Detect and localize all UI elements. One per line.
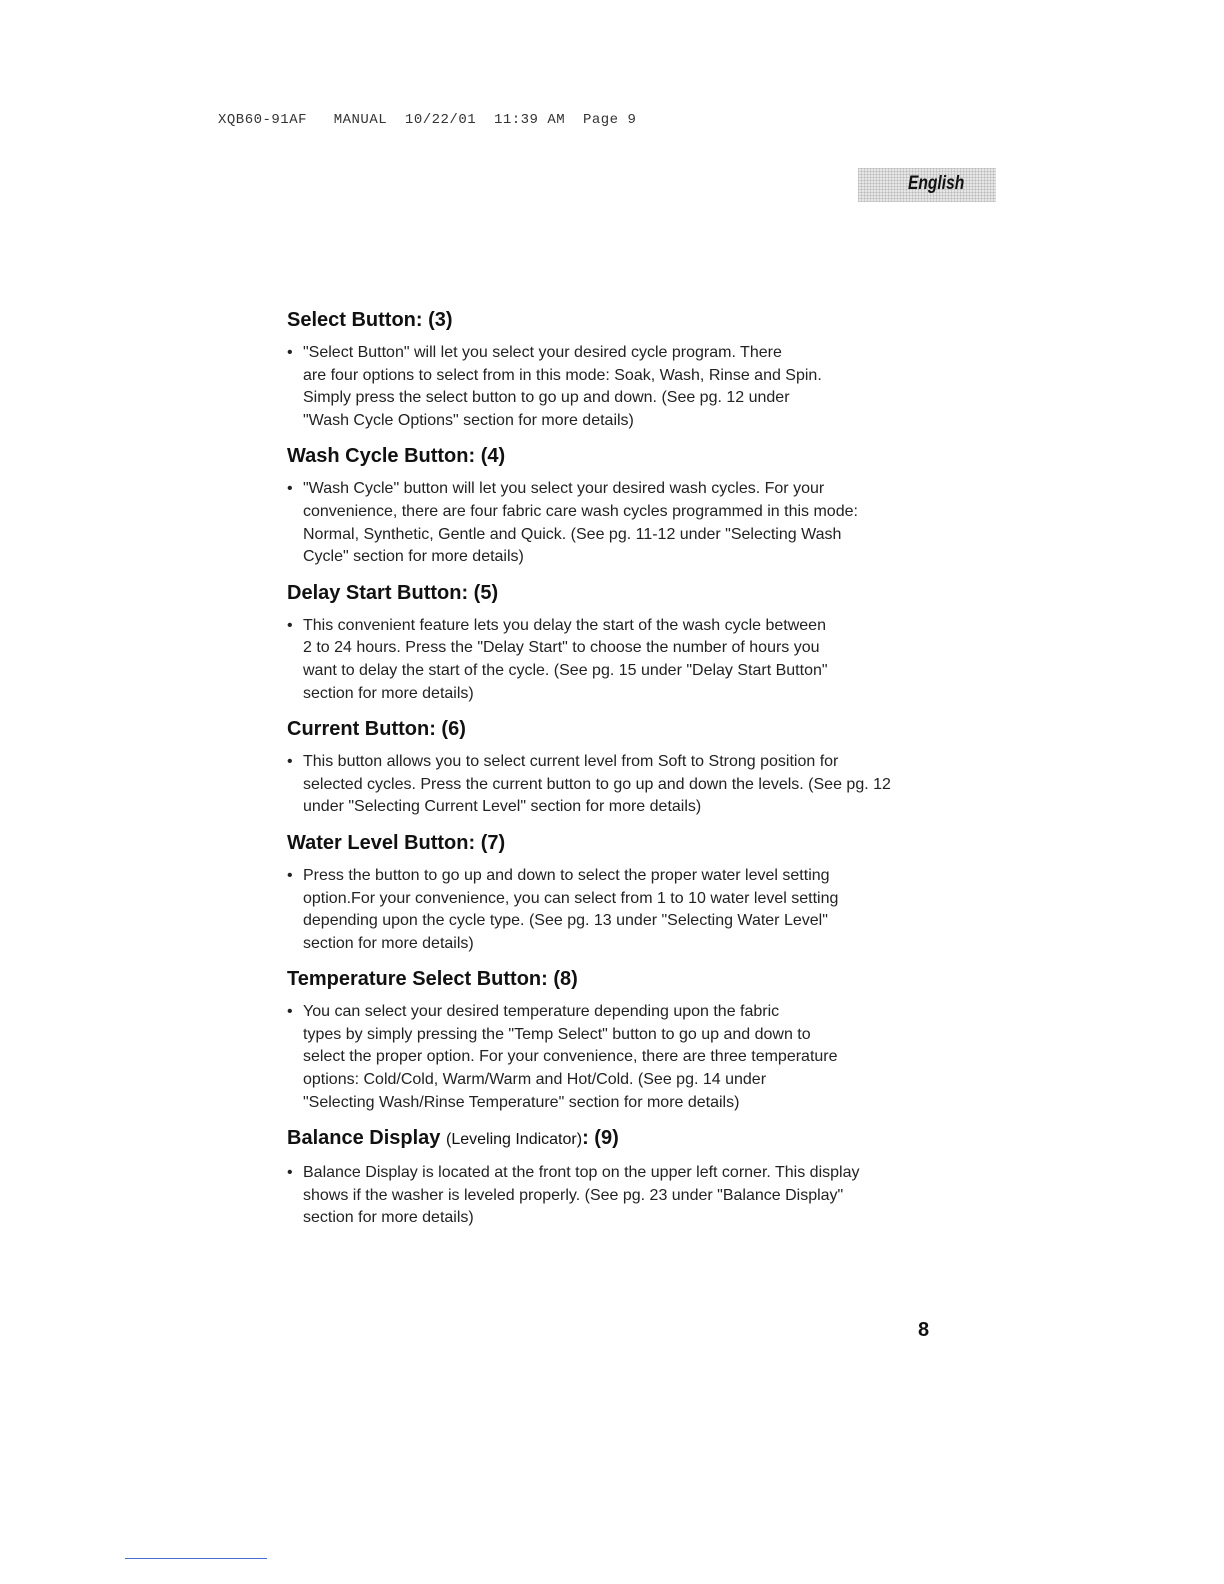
section-current-button (287, 717, 947, 819)
manual-content (287, 308, 947, 1242)
text-line: section for more details) (303, 684, 474, 702)
text-line: 2 to 24 hours. Press the "Delay Start" to choose the number of hours you (303, 639, 820, 657)
text-line: depending upon the cycle type. (See pg. 13 under "Selecting Water Level" (303, 912, 828, 930)
print-header: XQB60-91AF MANUAL 10/22/01 11:39 AM Page 9 (218, 112, 637, 128)
heading-number: : (9) (582, 1127, 619, 1150)
bullet-icon: • (287, 616, 293, 634)
bullet-icon: • (287, 344, 293, 361)
section-heading: Water Level Button: (7) (287, 831, 506, 854)
bullet-icon: • (287, 753, 293, 771)
text-line: types by simply pressing the "Temp Select" button to go up and down to (303, 1025, 811, 1043)
language-tab (858, 168, 996, 202)
text-line: This convenient feature lets you delay the start of the wash cycle between (303, 616, 826, 634)
section-wash-cycle-button (287, 444, 947, 568)
section-heading: Select Button: (3) (287, 309, 453, 331)
section-balance-display (287, 1126, 947, 1230)
text-line: under "Selecting Current Level" section for more details) (303, 798, 702, 816)
section-select-button (287, 308, 947, 432)
text-line: "Selecting Wash/Rinse Temperature" section for more details) (303, 1093, 740, 1111)
bullet-item (287, 478, 947, 568)
text-line: selected cycles. Press the current button to go up and down the levels. (See pg. 12 (303, 775, 891, 793)
section-heading: Wash Cycle Button: (4) (287, 445, 506, 468)
bullet-icon: • (287, 480, 293, 498)
text-line: want to delay the start of the cycle. (See pg. 15 under "Delay Start Button" (303, 661, 828, 679)
page-number: 8 (918, 1319, 930, 1341)
heading-main: Balance Display (287, 1127, 441, 1150)
bullet-item (287, 865, 947, 955)
text-line: section for more details) (303, 1209, 474, 1227)
text-line: Press the button to go up and down to select the proper water level setting (303, 866, 830, 884)
text-line: option.For your convenience, you can select from 1 to 10 water level setting (303, 889, 839, 907)
text-line: Normal, Synthetic, Gentle and Quick. (See pg. 11-12 under "Selecting Wash (303, 525, 842, 543)
text-line: "Select Button" will let you select your desired cycle program. There (303, 344, 782, 361)
text-line: Cycle" section for more details) (303, 548, 524, 566)
text-line: options: Cold/Cold, Warm/Warm and Hot/Cold. (See pg. 14 under (303, 1071, 767, 1089)
text-line: convenience, there are four fabric care wash cycles programmed in this mode: (303, 502, 858, 520)
bullet-item (287, 1001, 947, 1114)
text-line: You can select your desired temperature depending upon the fabric (303, 1003, 780, 1021)
text-line: shows if the washer is leveled properly. (See pg. 23 under "Balance Display" (303, 1186, 844, 1204)
section-heading: Delay Start Button: (5) (287, 581, 499, 604)
text-line: "Wash Cycle Options" section for more details) (303, 411, 634, 429)
section-heading: Current Button: (6) (287, 718, 466, 741)
bullet-item (287, 342, 947, 432)
heading-subtitle: (Leveling Indicator) (445, 1131, 583, 1149)
text-line: Simply press the select button to go up and down. (See pg. 12 under (303, 389, 790, 407)
section-temperature-select-button (287, 967, 947, 1114)
bullet-item (287, 615, 947, 705)
text-line: Balance Display is located at the front top on the upper left corner. This display (303, 1164, 860, 1182)
text-line: section for more details) (303, 934, 474, 952)
section-heading (287, 1126, 947, 1152)
bullet-item (287, 1162, 947, 1230)
text-line: "Wash Cycle" button will let you select your desired wash cycles. For your (303, 480, 825, 498)
language-tab-label: English (908, 173, 965, 194)
section-water-level-button (287, 831, 947, 955)
text-line: This button allows you to select current level from Soft to Strong position for (303, 753, 839, 771)
section-heading: Temperature Select Button: (8) (287, 968, 578, 991)
bullet-icon: • (287, 1164, 293, 1182)
section-delay-start-button (287, 581, 947, 705)
text-line: are four options to select from in this mode: Soak, Wash, Rinse and Spin. (303, 366, 822, 384)
bullet-item (287, 751, 947, 819)
bullet-icon: • (287, 1003, 293, 1021)
text-line: select the proper option. For your convenience, there are three temperature (303, 1048, 838, 1066)
bottom-edge-rule (125, 1558, 267, 1559)
bullet-icon: • (287, 866, 293, 884)
